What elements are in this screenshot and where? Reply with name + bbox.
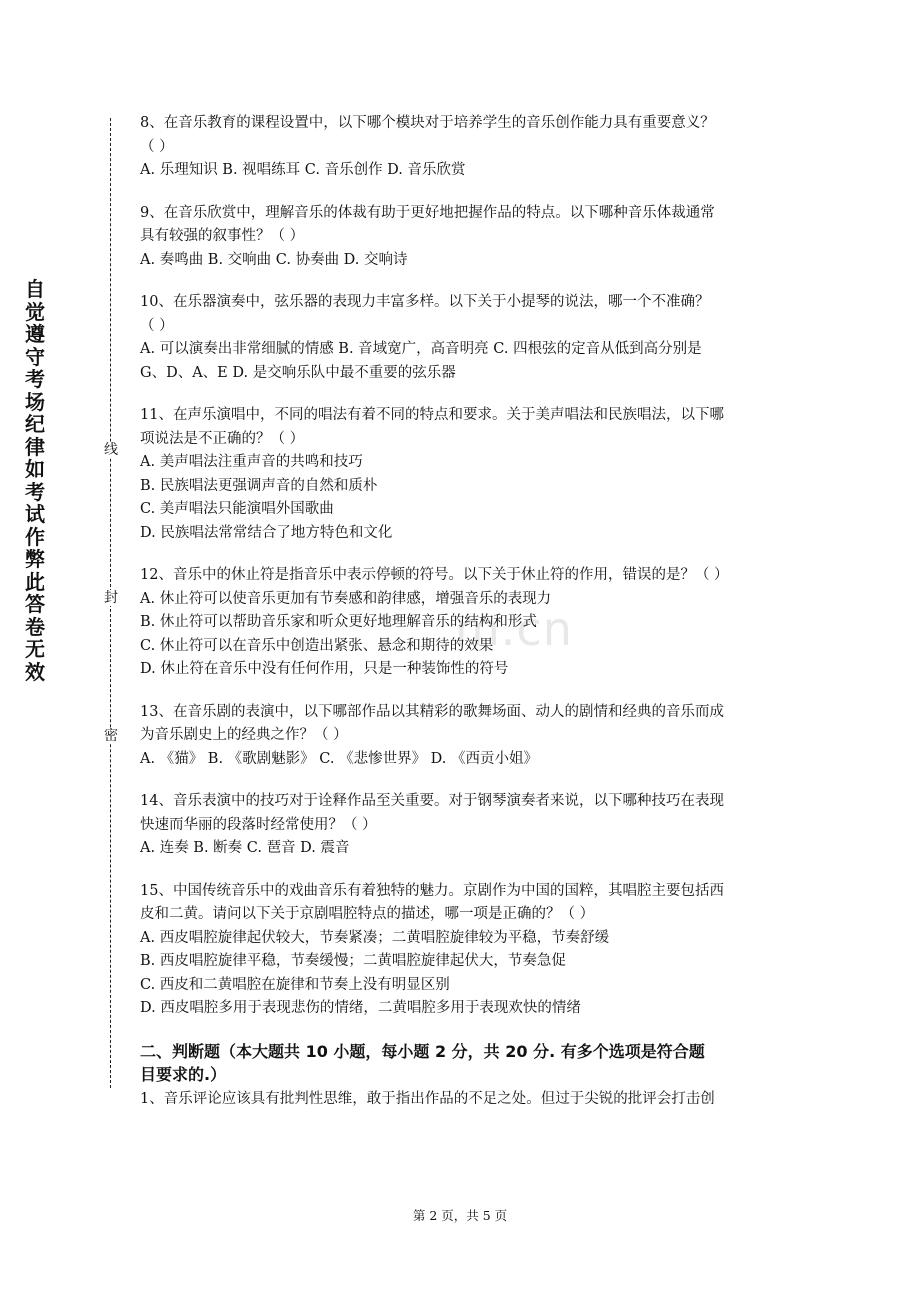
option-c: C. 美声唱法只能演唱外国歌曲 — [140, 501, 334, 517]
judgment-item-1: 1、音乐评论应该具有批判性思维，敢于指出作品的不足之处。但过于尖锐的批评会打击创 — [140, 1090, 715, 1107]
cut-mark-secret: 密 — [101, 728, 121, 744]
option-c: C. 西皮和二黄唱腔在旋律和节奏上没有明显区别 — [140, 976, 450, 993]
option-d: D. 民族唱法常常结合了地方特色和文化 — [140, 524, 393, 541]
option-a: A. 美声唱法注重声音的共鸣和技巧 — [140, 454, 363, 470]
question-12 — [140, 564, 788, 682]
watermark: m.cn — [455, 602, 573, 656]
question-stem: （ ） — [140, 138, 174, 155]
option-a: A. 西皮唱腔旋律起伏较大，节奏紧凑；二黄唱腔旋律较为平稳，节奏舒缓 — [140, 929, 610, 946]
question-stem: 皮和二黄。请问以下关于京剧唱腔特点的描述，哪一项是正确的？（ ） — [140, 906, 595, 922]
question-stem: 14、音乐表演中的技巧对于诠释作品至关重要。对于钢琴演奏者来说，以下哪种技巧在表现 — [140, 793, 724, 809]
question-stem: 12、音乐中的休止符是指音乐中表示停顿的符号。以下关于休止符的作用，错误的是？（ ） — [140, 567, 729, 583]
question-stem: 项说法是不正确的？（ ） — [140, 430, 305, 447]
question-14 — [140, 790, 788, 861]
section-2-heading: 二、判断题（本大题共 10 小题，每小题 2 分，共 20 分. 有多个选项是符合题 目要求的.） — [140, 1041, 705, 1084]
exam-discipline-notice: 自 觉 遵 守 考 场 纪 律 如 考 试 作 弊 此 答 卷 无 效 — [25, 277, 45, 684]
cut-mark-seal: 封 — [101, 590, 121, 606]
question-options: A. 连奏 B. 断奏 C. 琶音 D. 震音 — [140, 840, 350, 856]
question-stem: 11、在声乐演唱中，不同的唱法有着不同的特点和要求。关于美声唱法和民族唱法，以下哪 — [140, 407, 724, 423]
question-stem: 9、在音乐欣赏中，理解音乐的体裁有助于更好地把握作品的特点。以下哪种音乐体裁通常 — [140, 204, 715, 221]
option-b: B. 西皮唱腔旋律平稳，节奏缓慢；二黄唱腔旋律起伏大，节奏急促 — [140, 953, 566, 969]
option-d: D. 西皮唱腔多用于表现悲伤的情绪，二黄唱腔多用于表现欢快的情绪 — [140, 1000, 581, 1016]
option-a: A. 休止符可以使音乐更加有节奏感和韵律感，增强音乐的表现力 — [140, 590, 552, 607]
option-d: D. 休止符在音乐中没有任何作用，只是一种装饰性的符号 — [140, 661, 509, 677]
question-stem: 具有较强的叙事性？（ ） — [140, 228, 305, 244]
option-b: B. 休止符可以帮助音乐家和听众更好地理解音乐的结构和形式 — [140, 614, 537, 630]
question-stem: （ ） — [140, 317, 174, 334]
question-stem: 15、中国传统音乐中的戏曲音乐有着独特的魅力。京剧作为中国的国粹，其唱腔主要包括西 — [140, 882, 724, 899]
question-options: A. 《猫》 B. 《歌剧魅影》 C. 《悲惨世界》 D. 《西贡小姐》 — [140, 750, 539, 767]
question-10 — [140, 291, 788, 385]
question-stem: 快速而华丽的段落时经常使用？（ ） — [140, 816, 377, 833]
question-stem: 8、在音乐教育的课程设置中，以下哪个模块对于培养学生的音乐创作能力具有重要意义？ — [140, 115, 715, 131]
question-options: A. 可以演奏出非常细腻的情感 B. 音域宽广，高音明亮 C. 四根弦的定音从低到高分别是 — [140, 341, 702, 357]
cut-mark-line: 线 — [101, 442, 121, 458]
page-footer: 第 2 页，共 5 页 — [412, 1208, 508, 1223]
question-options: A. 乐理知识 B. 视唱练耳 C. 音乐创作 D. 音乐欣赏 — [140, 162, 466, 178]
question-9 — [140, 202, 788, 273]
option-b: B. 民族唱法更强调声音的自然和质朴 — [140, 477, 378, 494]
option-c: C. 休止符可以在音乐中创造出紧张、悬念和期待的效果 — [140, 637, 494, 654]
question-options: G、D、A、E D. 是交响乐队中最不重要的弦乐器 — [140, 364, 456, 381]
question-stem: 10、在乐器演奏中，弦乐器的表现力丰富多样。以下关于小提琴的说法，哪一个不准确？ — [140, 294, 710, 310]
exam-content — [140, 112, 788, 1111]
question-stem: 为音乐剧史上的经典之作？（ ） — [140, 727, 348, 743]
question-11 — [140, 404, 788, 545]
question-13 — [140, 701, 788, 772]
question-options: A. 奏鸣曲 B. 交响曲 C. 协奏曲 D. 交响诗 — [140, 251, 408, 268]
question-15 — [140, 880, 788, 1021]
question-8 — [140, 112, 788, 183]
question-stem: 13、在音乐剧的表演中，以下哪部作品以其精彩的歌舞场面、动人的剧情和经典的音乐而成 — [140, 703, 724, 720]
